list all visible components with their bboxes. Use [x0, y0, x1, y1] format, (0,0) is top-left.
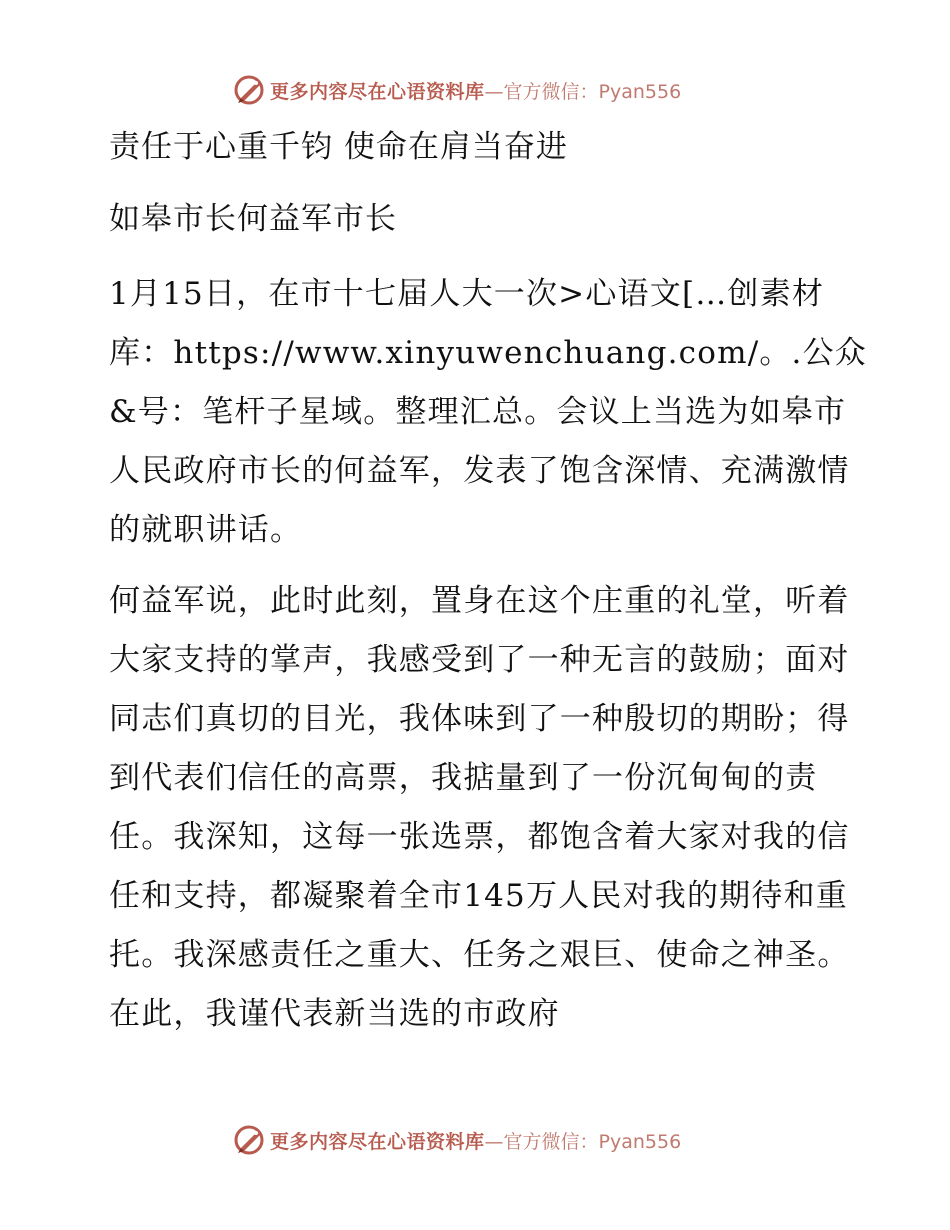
watermark-main-text: 更多内容尽在心语资料库 [270, 80, 485, 103]
footer-watermark [232, 1122, 681, 1158]
paragraph-2: 何益军说，此时此刻，置身在这个庄重的礼堂，听着大家支持的掌声，我感受到了一种无言的鼓励；面对同志们真切的目光，我体味到了一种殷切的期盼；得到代表们信任的高票，我掂量到了一份沉甸甸的责任。我深知，这每一张选票，都饱含着大家对我的信任和支持，都凝聚着全市145万人民对我的期待和重托。我深感责任之重大、任务之艰巨、使命之神圣。在此，我谨代表新当选的市政府 [109, 583, 850, 1032]
document-title: 责任于心重千钧 使命在肩当奋进 [109, 129, 568, 165]
watermark-contact-text: —官方微信：Pyan556 [484, 1130, 682, 1153]
header-watermark [232, 72, 681, 108]
document-subtitle: 如皋市长何益军市长 [109, 201, 397, 237]
watermark-contact-text: —官方微信：Pyan556 [484, 80, 682, 103]
watermark-main-text: 更多内容尽在心语资料库 [270, 1130, 485, 1153]
paragraph-1: 1月15日，在市十七届人大一次>心语文[…创素材库：https://www.xinyuwenchuang.com/。.公众&号：笔杆子星域。整理汇总。会议上当选为如皋市人民政府市长的何益军，发表了饱含深情、充满激情的就职讲话。 [109, 276, 867, 548]
pen-logo-icon [232, 73, 266, 107]
pen-logo-icon [232, 1123, 266, 1157]
